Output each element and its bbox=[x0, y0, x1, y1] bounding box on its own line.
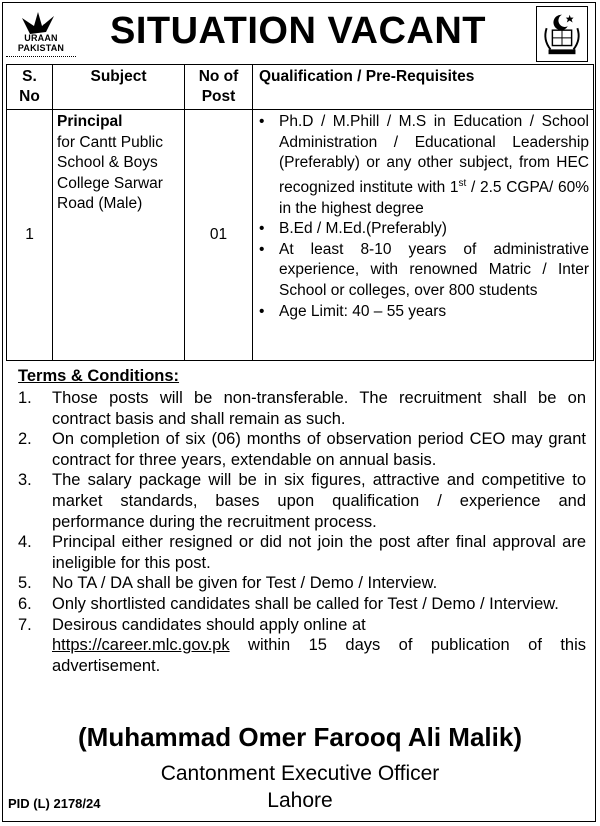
terms-item: 6. Only shortlisted candidates shall be called for Test / Demo / Interview. bbox=[18, 594, 559, 613]
header-qualification: Qualification / Pre-Requisites bbox=[253, 65, 594, 110]
header-sno: S. No bbox=[7, 65, 53, 110]
cell-subject bbox=[53, 110, 185, 361]
terms-item: 5. No TA / DA shall be given for Test / Demo / Interview. bbox=[18, 574, 438, 593]
subject-detail: for Cantt Public School & Boys College Sarwar Road (Male) bbox=[57, 133, 163, 212]
qualification-item: • Age Limit: 40 – 55 years bbox=[259, 302, 447, 320]
table-row bbox=[7, 110, 594, 361]
signer-designation: Cantonment Executive Officer bbox=[160, 762, 440, 785]
signer-name: (Muhammad Omer Farooq Ali Malik) bbox=[78, 722, 522, 752]
terms-item: 7. Desirous candidates should apply online at https://career.mlc.gov.pk within 15 days of publication of this advertisement. bbox=[18, 615, 586, 675]
qualification-item: • At least 8-10 years of administrative experience, with renowned Matric / Inter School or colleges, over 800 students bbox=[259, 240, 589, 299]
signer-city: Lahore bbox=[267, 789, 333, 812]
cell-posts: 01 bbox=[185, 110, 253, 361]
vacancy-table bbox=[6, 64, 594, 361]
terms-item: 1. Those posts will be non-transferable. The recruitment shall be on contract basis and shall remain as such. bbox=[18, 389, 586, 428]
header-subject: Subject bbox=[53, 65, 185, 110]
qualification-item: • Ph.D / M.Phill / M.S in Education / School Administration / Educational Leadership (Preferably) or any other subject, from HEC recognized institute with 1st / 2.5 CGPA/ 60% in the highest degree bbox=[259, 113, 589, 217]
logo-text-pakistan: PAKISTAN bbox=[17, 43, 65, 53]
logo-text-uraan: URAAN bbox=[24, 33, 58, 43]
qualification-item: • B.Ed / M.Ed.(Preferably) bbox=[259, 220, 447, 238]
terms-heading: Terms & Conditions: bbox=[18, 367, 180, 385]
header-posts: No of Post bbox=[185, 65, 253, 110]
terms-item: 3. The salary package will be in six figures, attractive and competitive to market standards, bases upon qualification / experience and performance during the recruitment process. bbox=[18, 471, 586, 531]
terms-item: 2. On completion of six (06) months of observation period CEO may grant contract for three years, extendable on annual basis. bbox=[18, 430, 586, 469]
cell-qualification bbox=[253, 110, 594, 361]
table-header-row bbox=[7, 65, 594, 110]
terms-list bbox=[12, 388, 586, 676]
logo-urdu-tagline bbox=[6, 56, 76, 59]
subject-title: Principal bbox=[57, 113, 123, 130]
government-emblem bbox=[536, 6, 588, 62]
pid-number: PID (L) 2178/24 bbox=[8, 796, 101, 811]
page-title: SITUATION VACANT bbox=[109, 10, 486, 52]
apply-link[interactable]: https://career.mlc.gov.pk bbox=[52, 636, 230, 655]
cell-sno: 1 bbox=[7, 110, 53, 361]
terms-item: 4. Principal either resigned or did not join the post after final approval are ineligible for this post. bbox=[18, 533, 586, 572]
